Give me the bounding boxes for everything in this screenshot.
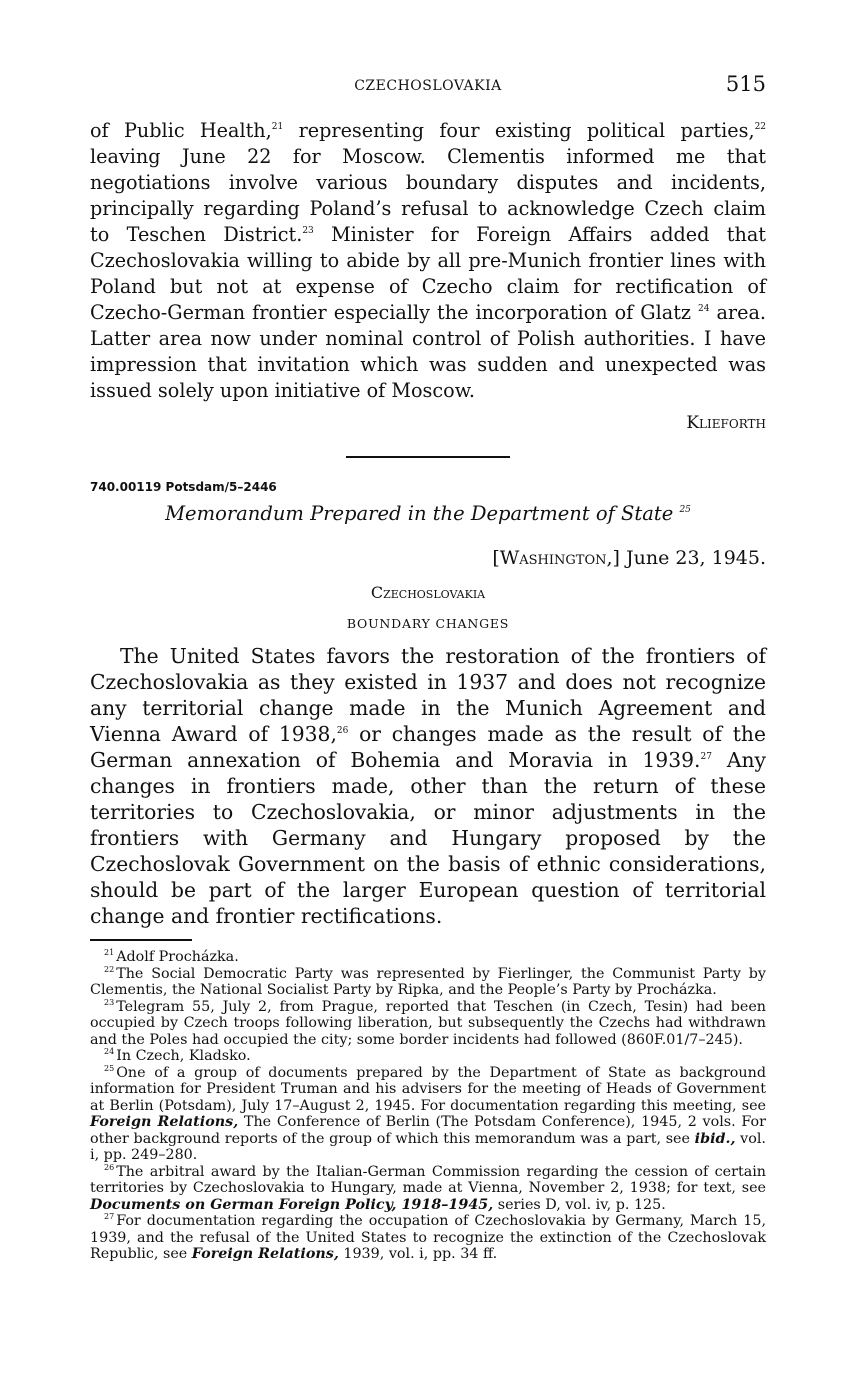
footnote-text: One of a group of documents prepared by the Department of State as background information for President Truman and his advisers for the meeting of Heads of Government at Berlin (Potsdam), July 17–August 2, 1945. For documentation regarding this meeting, see <box>90 1064 766 1114</box>
footnote-ref-23[interactable]: 23 <box>302 226 314 236</box>
document-page <box>90 72 766 1263</box>
footnote-text: 1939, vol. i, pp. 34 ff. <box>338 1246 498 1262</box>
footnote-text: vol. i, pp. 249–280. <box>90 1130 766 1163</box>
dateline-place: [Washington,] <box>492 547 620 569</box>
text-span: or changes made as the result of the German annexation of Bohemia and Moravia in 1939. <box>90 722 766 772</box>
footnote-27 <box>90 1213 766 1263</box>
text-span: representing four existing political parties, <box>283 119 755 142</box>
footnote-text: The Conference of Berlin (The Potsdam Conference), 1945, 2 vols. For other background reports of the group of which this memorandum was a part, see <box>90 1114 766 1147</box>
footnote-ref-22[interactable]: 22 <box>754 122 767 132</box>
text-span: of Public Health, <box>90 119 272 142</box>
footnote-21 <box>90 949 766 966</box>
footnote-ref-25[interactable]: 25 <box>679 505 691 515</box>
footnote-text: Adolf Procházka. <box>116 949 239 965</box>
footnote-number: 26 <box>104 1162 115 1172</box>
footnote-text: In Czech, Kladsko. <box>116 1048 251 1064</box>
signature: Klieforth <box>686 413 766 433</box>
text-span: Minister for Foreign Affairs added that Czechoslovakia willing to abide by all pre-Munich frontier lines with Poland but not at expense of Czecho claim for rectification of Czecho-German frontier especially the incorporation of Glatz <box>90 223 766 324</box>
previous-document-continuation <box>90 118 766 436</box>
footnote-rule <box>90 939 192 941</box>
footnote-26 <box>90 1164 766 1214</box>
title-text: Memorandum Prepared in the Department of State <box>165 502 674 525</box>
file-identifier: 740.00119 Potsdam/5–2446 <box>90 480 277 494</box>
text-span: The United States favors the restoration of the frontiers of Czechoslovakia as they existed in 1937 and does not recognize any territorial change made in the Munich Agreement and Vienna Award of 1938, <box>90 644 766 746</box>
running-head: CZECHOSLOVAKIA <box>354 78 502 94</box>
citation-title: Foreign Relations, <box>191 1246 339 1262</box>
page-number: 515 <box>725 72 766 96</box>
footnote-number: 22 <box>104 964 115 974</box>
dateline-date: June 23, 1945. <box>619 547 766 569</box>
citation-title: Foreign Relations, <box>90 1114 239 1130</box>
text-span: area. Latter area now under nominal control of Polish authorities. I have impression that invitation which was sudden and unexpected was issued solely upon initiative of Moscow. <box>90 301 767 402</box>
footnote-24 <box>90 1048 766 1065</box>
footnote-text: Telegram 55, July 2, from Prague, reported that Teschen (in Czech, Tesin) had been occupied by Czech troops following liberation, but subsequently the Czechs had withdrawn and the Poles had occupied the city; some border incidents had followed (860F.01/7–245). <box>90 998 766 1048</box>
footnote-number: 25 <box>104 1063 115 1073</box>
continuation-paragraph <box>90 118 766 404</box>
footnote-ref-27[interactable]: 27 <box>700 752 712 762</box>
footnotes <box>90 949 766 1263</box>
memo-body-paragraph <box>90 643 766 929</box>
citation-ibid: ibid., <box>694 1130 736 1147</box>
footnote-ref-26[interactable]: 26 <box>336 726 349 736</box>
document-separator-rule <box>346 456 510 458</box>
dateline <box>90 547 766 569</box>
footnote-number: 21 <box>104 948 115 957</box>
subsection-heading: BOUNDARY CHANGES <box>346 616 510 631</box>
footnote-text: The arbitral award by the Italian-German Commission regarding the cession of certain territories by Czechoslovakia to Hungary, made at Vienna, November 2, 1938; for text, see <box>90 1163 766 1196</box>
footnote-23 <box>90 999 766 1049</box>
footnote-text: The Social Democratic Party was represented by Fierlinger, the Communist Party by Clementis, the National Socialist Party by Ripka, and the People’s Party by Procházka. <box>90 965 766 998</box>
footnote-25 <box>90 1065 766 1164</box>
text-span: Any changes in frontiers made, other than the return of these territories to Czechoslovakia, or minor adjustments in the frontiers with Germany and Hungary proposed by the Czechoslovak Government on the basis of ethnic considerations, should be part of the larger European question of territorial change and frontier rectifications. <box>90 748 766 928</box>
page-header <box>90 72 766 106</box>
footnote-text: series D, vol. iv, p. 125. <box>493 1196 666 1213</box>
footnote-text: For documentation regarding the occupation of Czechoslovakia by Germany, March 15, 1939, and the refusal of the United States to recognize the extinction of the Czechoslovak Republic, see <box>90 1213 766 1262</box>
document-title <box>90 502 766 525</box>
footnote-22 <box>90 966 766 999</box>
section-heading: Czechoslovakia <box>370 583 486 602</box>
footnote-number: 24 <box>104 1047 115 1056</box>
footnote-number: 23 <box>104 997 115 1007</box>
citation-title: Documents on German Foreign Policy, 1918–1945, <box>90 1196 494 1213</box>
footnote-ref-21[interactable]: 21 <box>271 122 284 132</box>
footnote-ref-24[interactable]: 24 <box>698 304 710 314</box>
text-span: leaving June 22 for Moscow. Clementis informed me that negotiations involve various boundary disputes and incidents, principally regarding Poland’s refusal to acknowledge Czech claim to Teschen District. <box>90 145 766 246</box>
footnote-number: 27 <box>104 1212 115 1221</box>
